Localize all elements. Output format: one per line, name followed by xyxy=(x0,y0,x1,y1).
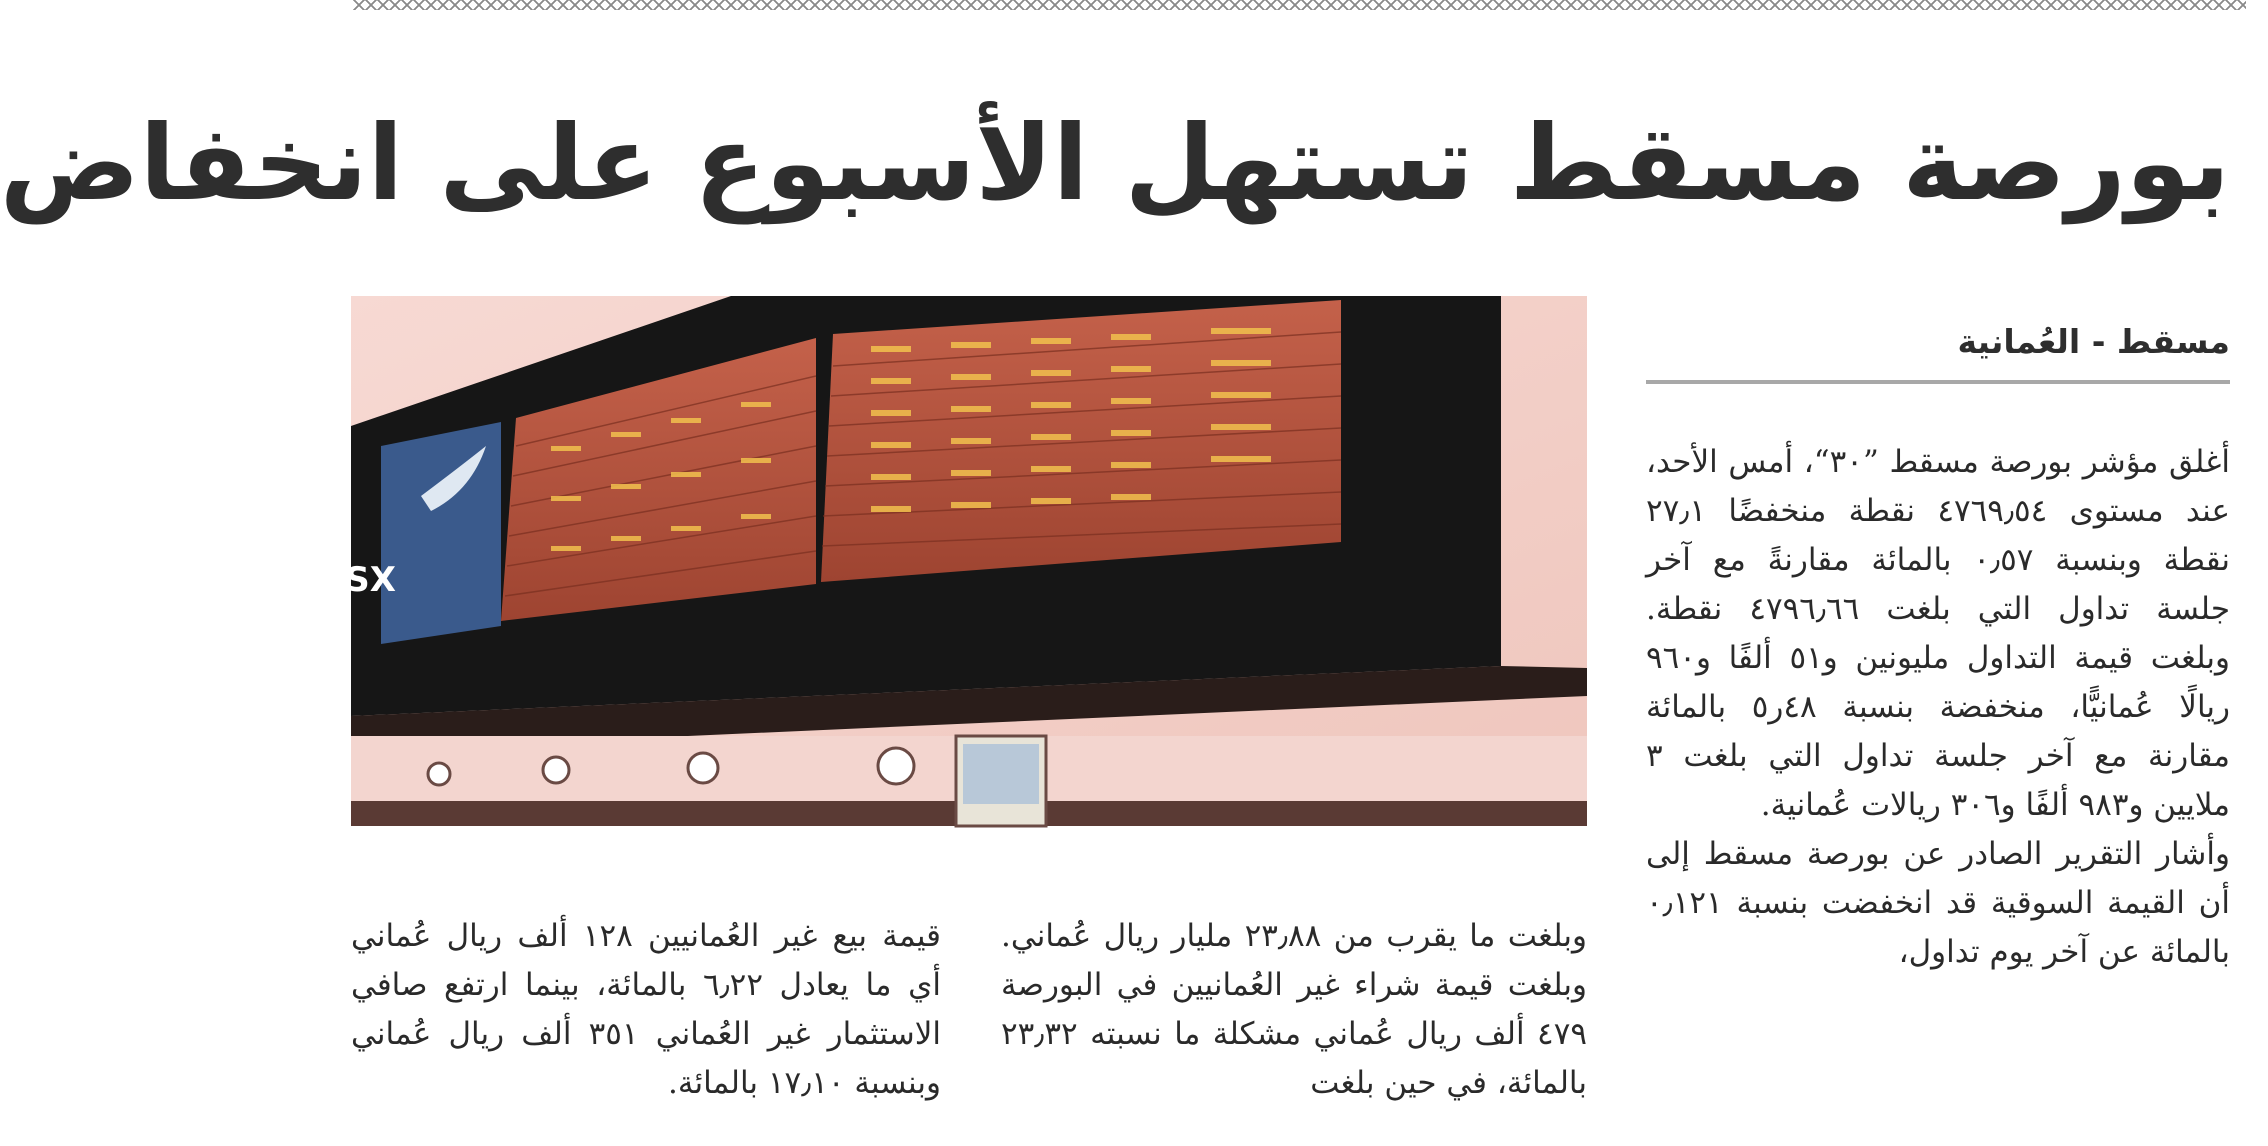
article-paragraph-4: قيمة بيع غير العُمانيين ١٢٨ ألف ريال عُماني أي ما يعادل ٦٫٢٢ بالمائة، بينما ارتفع صافي الاستثمار غير العُماني ٣٥١ ألف ريال عُماني وبنسبة ١٧٫١٠ بالمائة. xyxy=(351,918,941,1101)
trading-floor-illustration xyxy=(311,296,1587,826)
article-headline: بورصة مسقط تستهل الأسبوع على انخفاض xyxy=(0,102,2230,224)
article-column-middle xyxy=(1001,912,1587,1108)
top-decorative-border xyxy=(353,0,2246,10)
trading-floor-photo xyxy=(311,296,1587,826)
article-column-left xyxy=(351,912,941,1108)
article-paragraph-3: وبلغت ما يقرب من ٢٣٫٨٨ مليار ريال عُماني. وبلغت قيمة شراء غير العُمانيين في البورصة ٤٧٩ ألف ريال عُماني مشكلة ما نسبته ٢٣٫٣٢ بالمائة، في حين بلغت xyxy=(1001,918,1588,1101)
article-paragraph-2: وأشار التقرير الصادر عن بورصة مسقط إلى أن القيمة السوقية قد انخفضت بنسبة ٠٫١٢١ بالمائة عن آخر يوم تداول، xyxy=(1646,836,2230,970)
article-column-right xyxy=(1646,438,2230,977)
article-paragraph-1: أغلق مؤشر بورصة مسقط ”٣٠“، أمس الأحد، عند مستوى ٤٧٦٩٫٥٤ نقطة منخفضًا ٢٧٫١ نقطة وبنسبة ٠٫٥٧ بالمائة مقارنةً مع آخر جلسة تداول التي بلغت ٤٧٩٦٫٦٦ نقطة. وبلغت قيمة التداول مليونين و٥١ ألفًا و٩٦٠ ريالًا عُمانيًّا، منخفضة بنسبة ٤٨ر٥ بالمائة مقارنة مع آخر جلسة تداول التي بلغت ٣ ملايين و٩٨٣ ألفًا و٣٠٦ ريالات عُمانية. xyxy=(1646,444,2230,823)
article-byline: مسقط - العُمانية xyxy=(1646,312,2230,384)
logo-text: MSX xyxy=(311,560,396,600)
